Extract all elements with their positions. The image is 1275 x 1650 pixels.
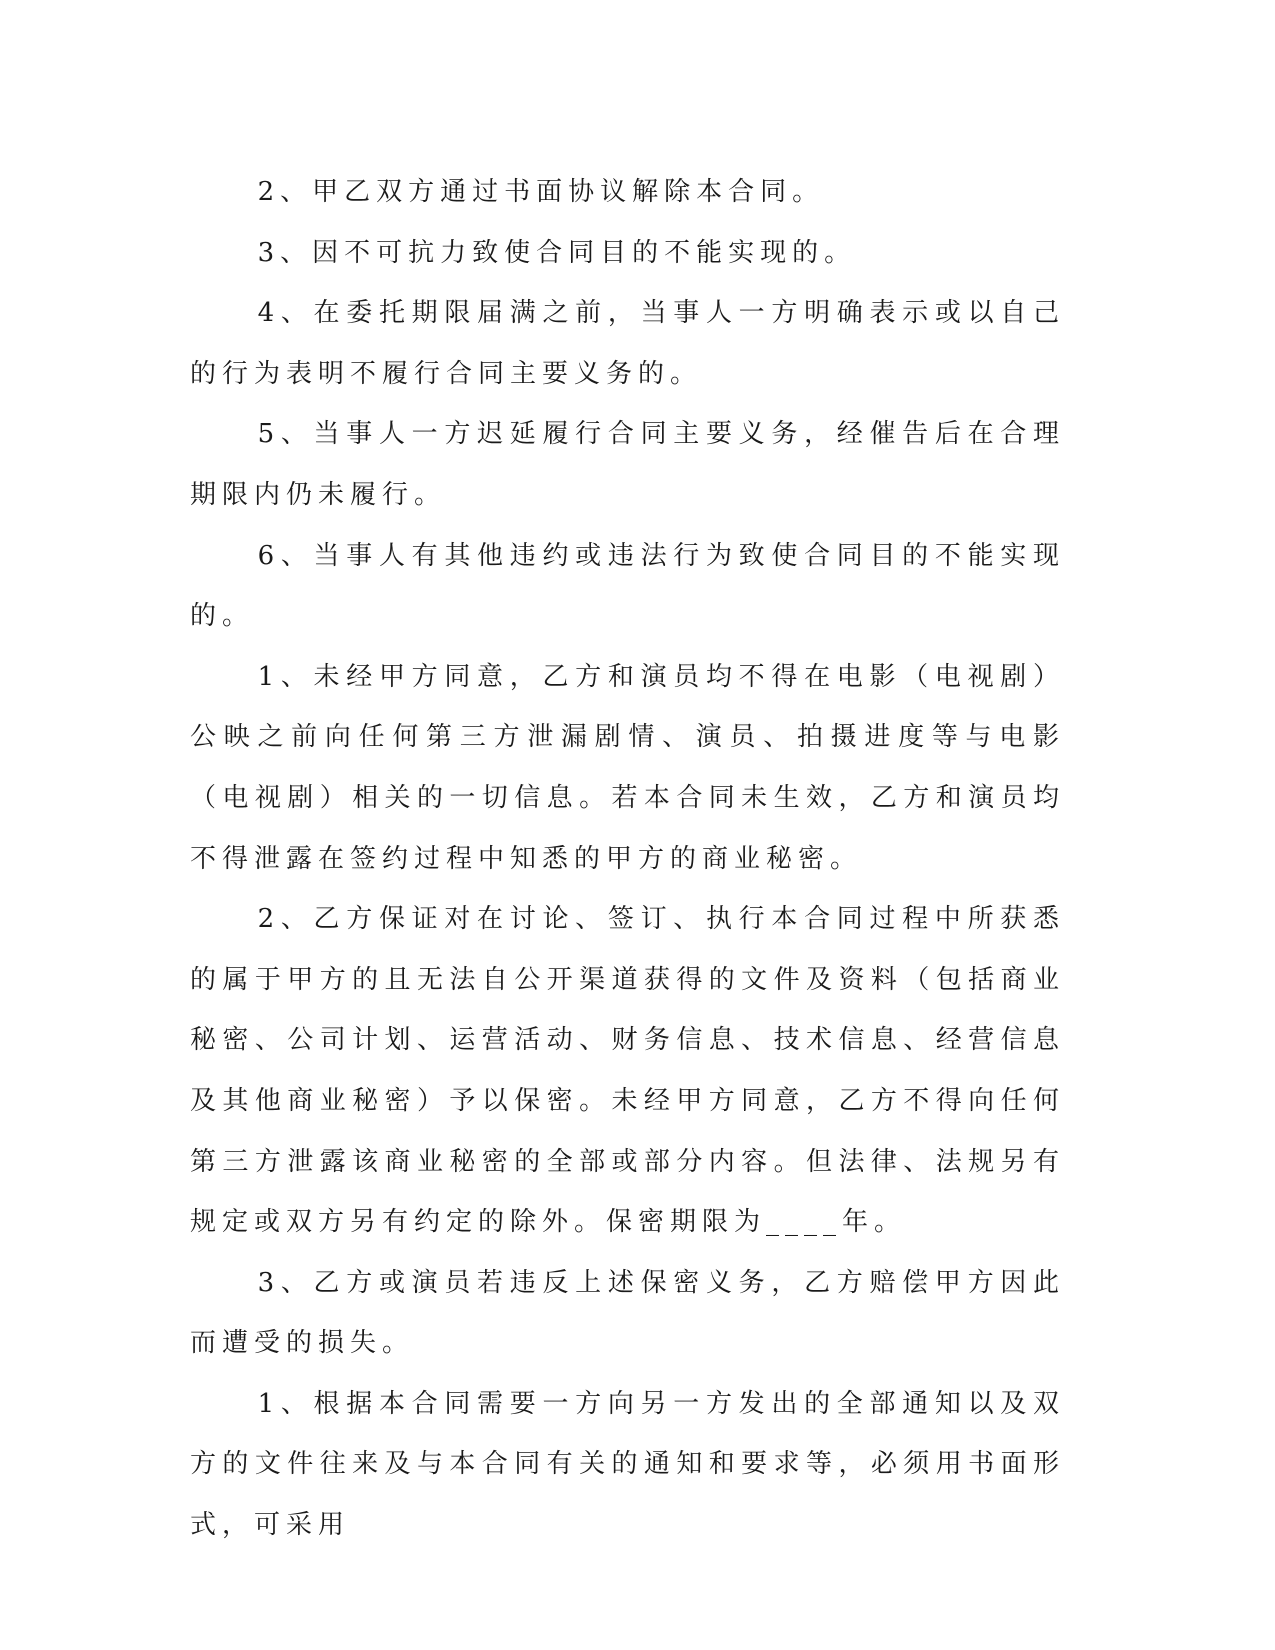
paragraph-confidentiality-1: 1、未经甲方同意，乙方和演员均不得在电影（电视剧）公映之前向任何第三方泄漏剧情、演员、拍摄进度等与电影（电视剧）相关的一切信息。若本合同未生效，乙方和演员均不得泄露在签约过程中知悉的甲方的商业秘密。	[190, 661, 1065, 874]
paragraph-termination-5: 5、当事人一方迟延履行合同主要义务，经催告后在合理期限内仍未履行。	[190, 419, 1065, 510]
paragraph-termination-6: 6、当事人有其他违约或违法行为致使合同目的不能实现的。	[190, 540, 1065, 632]
paragraph-termination-4: 4、在委托期限届满之前，当事人一方明确表示或以自己的行为表明不履行合同主要义务的。	[190, 298, 1065, 389]
paragraph-confidentiality-3: 3、乙方或演员若违反上述保密义务，乙方赔偿甲方因此而遭受的损失。	[190, 1267, 1065, 1359]
paragraph-confidentiality-2: 2、乙方保证对在讨论、签订、执行本合同过程中所获悉的属于甲方的且无法自公开渠道获得的文件及资料（包括商业秘密、公司计划、运营活动、财务信息、技术信息、经营信息及其他商业秘密）予以保密。未经甲方同意，乙方不得向任何第三方泄露该商业秘密的全部或部分内容。但法律、法规另有规定或双方另有约定的除外。保密期限为____年。	[190, 904, 1065, 1238]
paragraph-termination-2: 2、甲乙双方通过书面协议解除本合同。	[257, 177, 825, 207]
document-body	[190, 162, 1065, 1556]
paragraph-termination-3: 3、因不可抗力致使合同目的不能实现的。	[257, 237, 857, 268]
paragraph-notice-1: 1、根据本合同需要一方向另一方发出的全部通知以及双方的文件往来及与本合同有关的通知和要求等，必须用书面形式，可采用	[190, 1388, 1065, 1541]
